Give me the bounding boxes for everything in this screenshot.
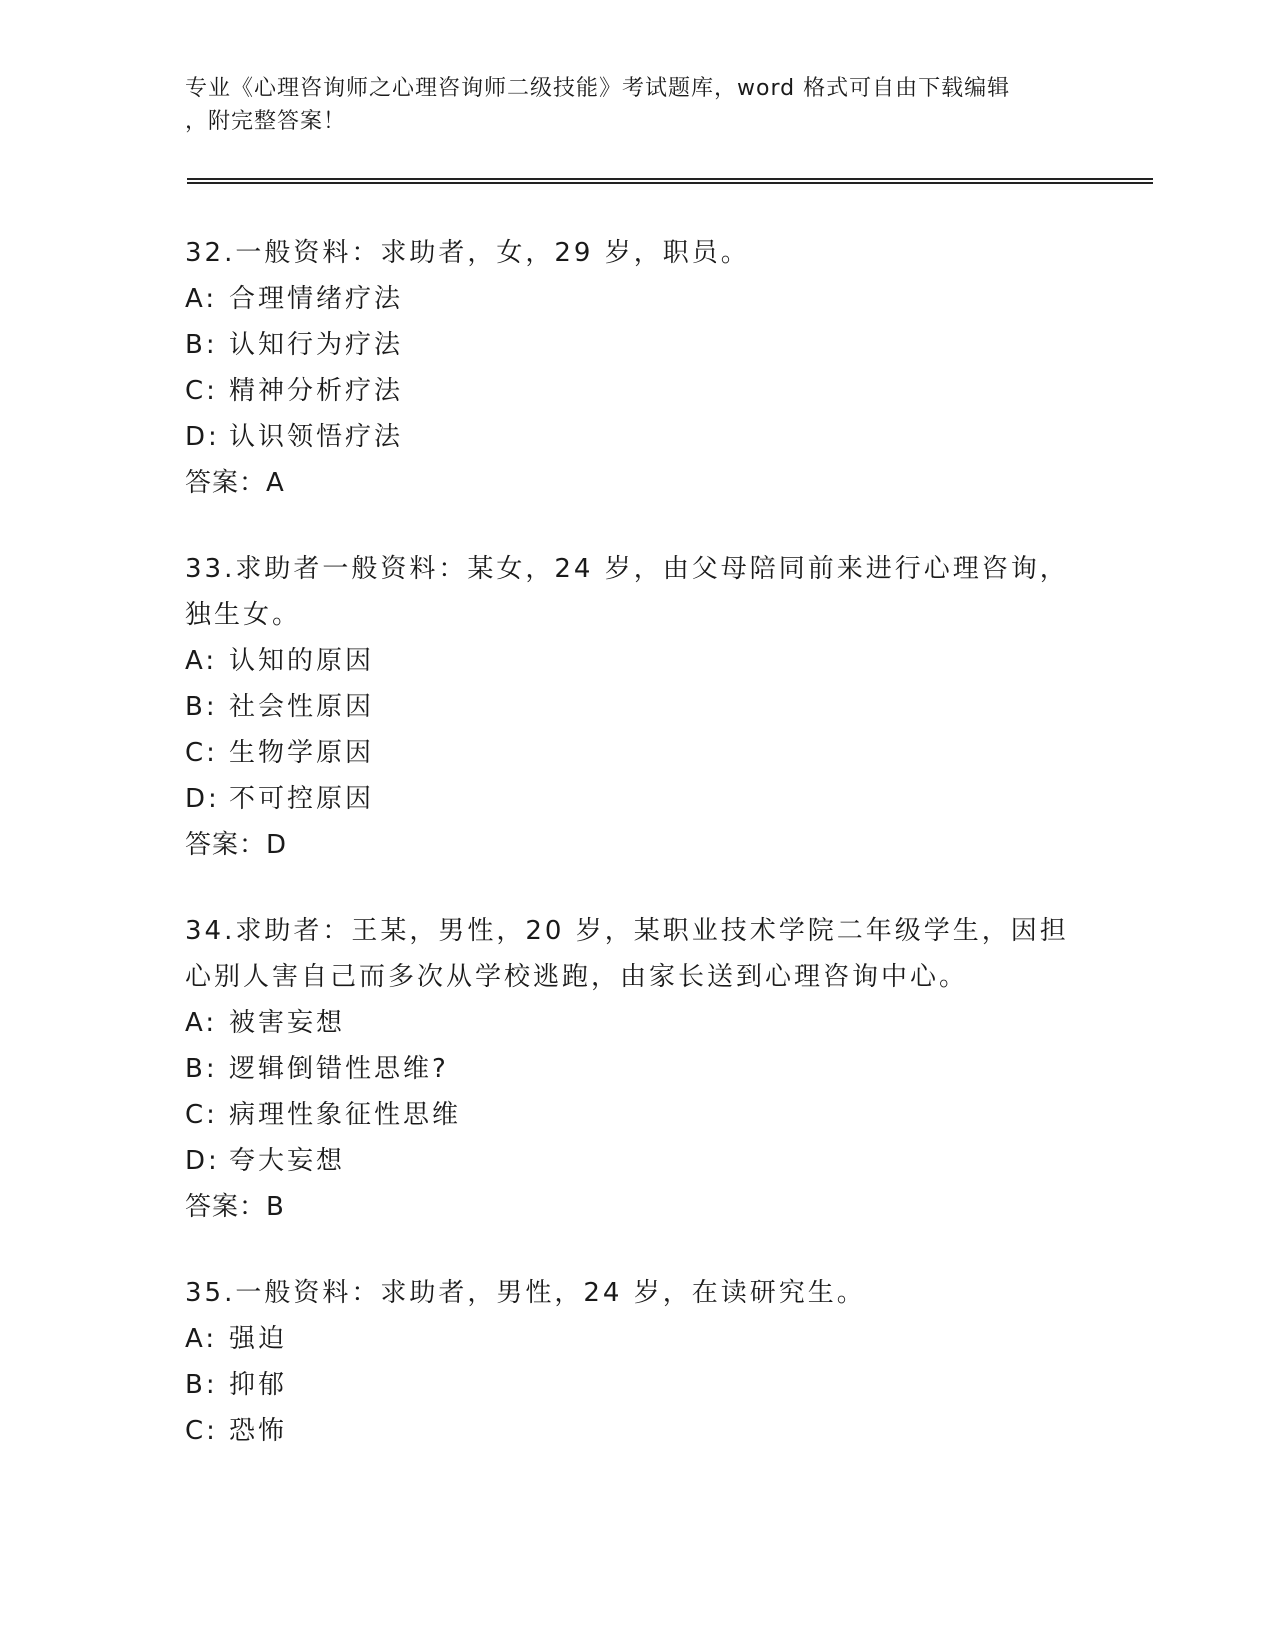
option-text: 社会性原因: [229, 692, 375, 722]
option-c: [185, 368, 1085, 414]
option-a: [185, 276, 1085, 322]
option-text: 生物学原因: [229, 738, 375, 768]
option-text: 恐怖: [229, 1416, 288, 1446]
option-letter: C:: [185, 1416, 218, 1446]
question-34: [185, 908, 1085, 1230]
option-text: 精神分析疗法: [229, 376, 404, 406]
option-letter: A:: [185, 1324, 218, 1354]
header-line-2: ，附完整答案！: [185, 109, 347, 134]
option-text: 病理性象征性思维: [229, 1100, 462, 1130]
question-35: [185, 1270, 1085, 1454]
option-letter: B:: [185, 692, 218, 722]
answer-line: 答案：B: [185, 1192, 285, 1222]
header-divider: [187, 178, 1153, 184]
option-a: [185, 1000, 1085, 1046]
option-d: [185, 1138, 1085, 1184]
option-d: [185, 414, 1085, 460]
option-text: 抑郁: [229, 1370, 288, 1400]
option-letter: A:: [185, 284, 218, 314]
option-text: 认识领悟疗法: [229, 422, 404, 452]
option-letter: D:: [185, 422, 220, 452]
option-c: [185, 1092, 1085, 1138]
option-text: 合理情绪疗法: [229, 284, 404, 314]
option-b: [185, 1362, 1085, 1408]
option-letter: C:: [185, 376, 218, 406]
question-33: [185, 546, 1085, 868]
option-letter: D:: [185, 1146, 220, 1176]
option-text: 认知行为疗法: [229, 330, 404, 360]
answer-line: 答案：D: [185, 830, 288, 860]
option-a: [185, 1316, 1085, 1362]
option-letter: B:: [185, 330, 218, 360]
question-stem: 35.一般资料：求助者，男性，24 岁，在读研究生。: [185, 1278, 866, 1308]
option-text: 夸大妄想: [229, 1146, 346, 1176]
option-text: 被害妄想: [229, 1008, 346, 1038]
option-c: [185, 1408, 1085, 1454]
answer-line: 答案：A: [185, 468, 285, 498]
question-stem: 32.一般资料：求助者，女，29 岁，职员。: [185, 238, 750, 268]
option-text: 强迫: [229, 1324, 288, 1354]
option-letter: B:: [185, 1370, 218, 1400]
header-line-1: 专业《心理咨询师之心理咨询师二级技能》考试题库，word 格式可自由下载编辑: [185, 76, 1011, 101]
option-text: 不可控原因: [229, 784, 375, 814]
question-32: [185, 230, 1085, 506]
question-list: [185, 230, 1085, 1494]
option-c: [185, 730, 1085, 776]
option-text: 逻辑倒错性思维?: [229, 1054, 449, 1084]
option-b: [185, 1046, 1085, 1092]
question-stem: 33.求助者一般资料：某女，24 岁，由父母陪同前来进行心理咨询，独生女。: [185, 554, 1069, 630]
option-letter: A:: [185, 646, 218, 676]
option-letter: A:: [185, 1008, 218, 1038]
option-d: [185, 776, 1085, 822]
option-letter: C:: [185, 1100, 218, 1130]
option-text: 认知的原因: [229, 646, 375, 676]
option-b: [185, 322, 1085, 368]
option-letter: D:: [185, 784, 220, 814]
option-letter: B:: [185, 1054, 218, 1084]
option-a: [185, 638, 1085, 684]
option-letter: C:: [185, 738, 218, 768]
document-header: [185, 72, 1085, 138]
option-b: [185, 684, 1085, 730]
question-stem: 34.求助者：王某，男性，20 岁，某职业技术学院二年级学生，因担心别人害自己而多次从学校逃跑，由家长送到心理咨询中心。: [185, 916, 1069, 992]
